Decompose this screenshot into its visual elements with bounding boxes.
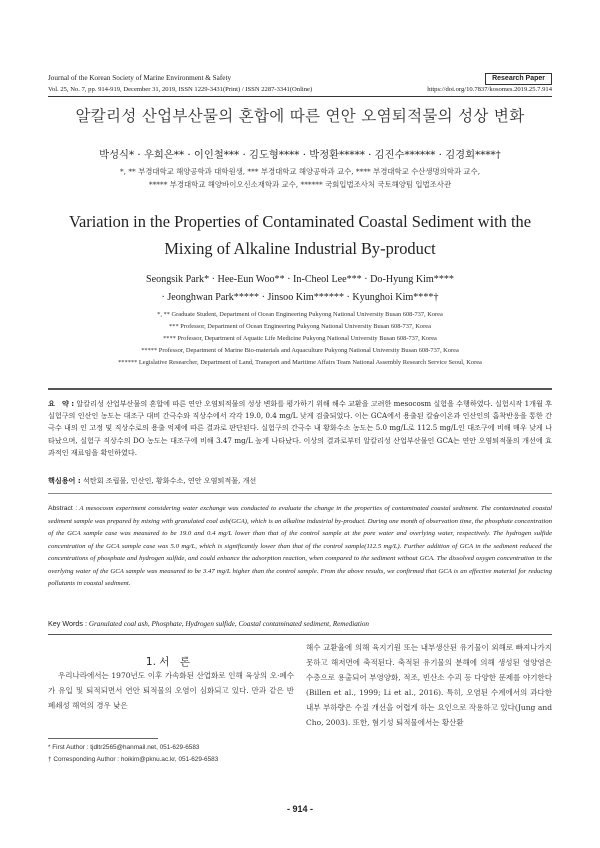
abstract-bottom-rule	[48, 634, 552, 635]
english-abstract	[48, 503, 552, 591]
korean-keywords	[48, 476, 256, 486]
article-type-badge: Research Paper	[485, 73, 552, 85]
korean-keywords-text: 석탄회 조립물, 인산인, 황화수소, 연안 오염퇴적물, 개선	[82, 476, 257, 485]
english-title-line: Mixing of Alkaline Industrial By-product	[164, 239, 436, 258]
english-title-line: Variation in the Properties of Contaminated Coastal Sediment with the	[68, 212, 532, 231]
english-authors-line: · Jeonghwan Park***** · Jinsoo Kim****** · Kyunghoi Kim****†	[161, 292, 439, 303]
corresponding-author-footnote: † Corresponding Author : hoikim@pknu.ac.kr, 051-629-6583	[48, 756, 219, 763]
korean-affiliation-line: ***** 부경대학교 해양바이오신소재학과 교수, ****** 국회입법조사처 국토해양팀 입법조사관	[148, 180, 452, 189]
abstract-top-rule	[48, 388, 552, 390]
section-heading: 1. 서 론	[145, 656, 191, 668]
english-affiliation-line: *** Professor, Department of Ocean Engineering Pukyong National University Busan 608-737, Korea	[169, 323, 431, 330]
body-text-right: 해수 교환율에 의해 육지기원 또는 내부생산된 유기물이 외해로 빠져나가지 못하고 해저면에 축적된다. 축적된 유기물의 분해에 의해 생성된 영양염은 수층으로 용출되어 부영양화, 적조, 빈산소 수괴 등 다양한 문제를 야기한다(Billen et al., 1999; Li et al., 2016). 특히, 오염된 수계에서의 과다한 내부 부하량은 수질 개선을 어렵게 하는 요인으로 작용하고 있다(Jung and Cho, 2003). 또한, 혐기성 퇴적물에서는 황산환	[306, 643, 552, 727]
english-affiliation-line: ***** Professor, Department of Marine Bio-materials and Aquaculture Pukyong National University Busan 608-737, Korea	[141, 347, 459, 354]
korean-abstract	[48, 398, 552, 459]
english-abstract-text: A mesocosm experiment considering water exchange was conducted to evaluate the change in the properties of contaminated coastal sediment. The contaminated coastal sediment sample was prepared by mixing with granulated coal ash(GCA), which is an alkaline industrial by-product. During one month of observation time, the phosphate concentration of the GCA sample case was measured to be 19.0 and 0.4 mg/L lower than that of the control sample at the pore water and overlying water, respectively. The hydrogen sulfide concentration of the GCA sample case was 5.0 mg/L, which is significantly lower than that of the control sample(112.5 mg/L). Further addition of GCA in the sediment reduced the concentrations of phosphate and hydrogen sulfide, and could enhance the adsorption reaction, when compared to the sediment without GCA. The dissolved oxygen concentration in the overlying water of the GCA sample was measured to be 3.47 mg/L higher than the control sample. From the above results, we confirmed that GCA is an effective material for reducing pollutants in coastal sediment.	[48, 505, 552, 587]
body-text-left: 우리나라에서는 1970년도 이후 가속화된 산업화로 인해 육상의 오·폐수가 유입 및 퇴적되면서 연안 퇴적물의 오염이 심화되고 있다. 만과 같은 반 폐쇄성 해역의 경우 낮은	[48, 671, 294, 710]
english-title	[0, 208, 600, 262]
first-author-footnote: * First Author : tjdltr2565@hanmail.net, 051-629-6583	[48, 744, 200, 751]
english-authors-line: Seongsik Park* · Hee-Eun Woo** · In-Cheol Lee*** · Do-Hyung Kim****	[146, 274, 454, 285]
korean-keywords-label: 핵심용어 :	[48, 476, 81, 485]
volume-info: Vol. 25, No. 7, pp. 914-919, December 31, 2019, ISSN 1229-3431(Print) / ISSN 2287-3341(Online)	[48, 86, 313, 93]
english-keywords-text: Granulated coal ash, Phosphate, Hydrogen sulfide, Coastal contaminated sediment, Remediation	[88, 620, 370, 628]
korean-authors: 박성식* · 우희은** · 이인철*** · 김도형**** · 박정환***** · 김진수****** · 김경회****†	[99, 149, 501, 161]
english-affiliation-line: *, ** Graduate Student, Department of Ocean Engineering Pukyong National University Busan 608-737, Korea	[157, 311, 443, 318]
korean-affiliation-line: *, ** 부경대학교 해양공학과 대학원생, *** 부경대학교 해양공학과 교수, **** 부경대학교 수산생명의학과 교수,	[119, 167, 481, 176]
english-affiliation-line: ****** Legislative Researcher, Department of Land, Transport and Maritime Affairs Team National Assembly Research Service Seoul, Korea	[118, 359, 482, 366]
footnote-rule	[48, 738, 158, 739]
korean-abstract-label: 요 약 :	[48, 399, 75, 408]
page-number: - 914 -	[286, 804, 313, 814]
korean-title: 알칼리성 산업부산물의 혼합에 따른 연안 오염퇴적물의 성상 변화	[75, 107, 525, 125]
korean-abstract-text: 알칼리성 산업부산물의 혼합에 따른 연안 오염퇴적물의 성상 변화를 평가하기 위해 해수 교환을 고려한 mesocosm 실험을 수행하였다. 실험시작 1개월 후 실험구의 인산인 농도는 대조구 대비 간극수와 직상수에서 각각 19.0, 0.4 mg/L 낮게 검출되었다. 이는 GCA에서 용출된 칼슘이온과 인산인의 흡착반응을 통한 간극수 내의 인 고정 및 직상수로의 용출 억제에 따른 결과로 판단된다. 실험구의 간극수 내 황화수소 농도는 5.0 mg/L로 112.5 mg/L인 대조구에 비해 매우 낮게 나타났으며, 실험구 직상수의 DO 농도는 대조구에 비해 3.47 mg/L 높게 나타났다. 이상의 결과로부터 알칼리성 산업부산물인 GCA는 연안 오염퇴적물의 개선에 효과적인 재료임을 확인하였다.	[48, 399, 552, 457]
abstract-divider	[48, 493, 552, 494]
english-keywords-label: Key Words :	[48, 619, 88, 628]
doi-link[interactable]: https://doi.org/10.7837/kosomes.2019.25.7.914	[427, 86, 552, 93]
body-column-left	[48, 668, 294, 713]
header-rule	[48, 96, 552, 97]
english-keywords	[48, 619, 369, 628]
body-column-right	[306, 640, 552, 730]
english-affiliation-line: **** Professor, Department of Aquatic Life Medicine Pukyong National University Busan 608-737, Korea	[163, 335, 437, 342]
english-abstract-label: Abstract :	[48, 505, 78, 512]
journal-name: Journal of the Korean Society of Marine Environment & Safety	[48, 74, 232, 82]
